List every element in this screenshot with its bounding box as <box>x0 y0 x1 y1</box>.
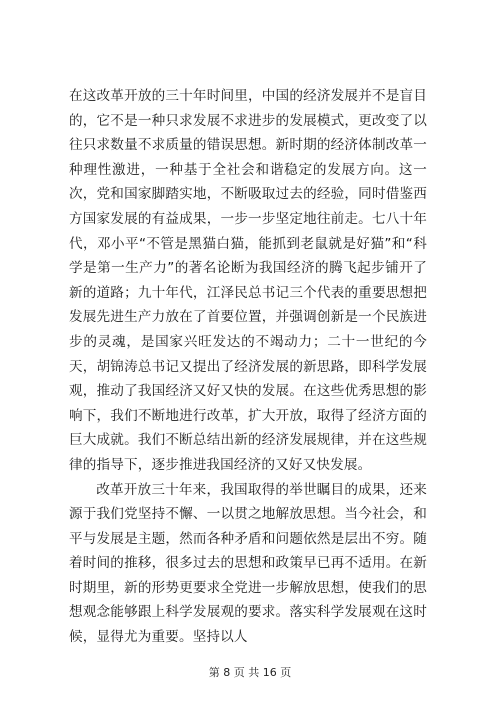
page-footer: 第 8 页 共 16 页 <box>208 666 292 679</box>
paragraph-2: 改革开放三十年来，我国取得的举世瞩目的成果，还来源于我们党坚持不懈、一以贯之地解放思想。当今社会，和平与发展是主题，然而各种矛盾和问题依然是层出不穷。随着时间的推移，很多过去的思想和政策早已再不适用。在新时期里，新的形势更要求全党进一步解放思想，使我们的思想观念能够跟上科学发展观的要求。落实科学发展观在这时候，显得尤为重要。坚持以人 <box>69 481 427 646</box>
paragraph-1: 在这改革开放的三十年时间里，中国的经济发展并不是盲目的，它不是一种只求发展不求进步的发展模式，更改变了以往只求数量不求质量的错误思想。新时期的经济体制改革一种理性激进，一种基于全社会和谐稳定的发展方向。这一次，党和国家脚踏实地，不断吸取过去的经验，同时借鉴西方国家发展的有益成果，一步一步坚定地往前走。七八十年代，邓小平“不管是黑猫白猫，能抓到老鼠就是好猫”和“科学是第一生产力”的著名论断为我国经济的腾飞起步铺开了新的道路；九十年代，江泽民总书记三个代表的重要思想把发展先进生产力放在了首要位置，并强调创新是一个民族进步的灵魂，是国家兴旺发达的不竭动力；二十一世纪的今天，胡锦涛总书记又提出了经济发展的新思路，即科学发展观，推动了我国经济又好又快的发展。在这些优秀思想的影响下，我们不断地进行改革，扩大开放，取得了经济方面的巨大成就。我们不断总结出新的经济发展规律，并在这些规律的指导下，逐步推进我国经济的又好又快发展。 <box>69 88 427 473</box>
document-body <box>69 84 427 650</box>
